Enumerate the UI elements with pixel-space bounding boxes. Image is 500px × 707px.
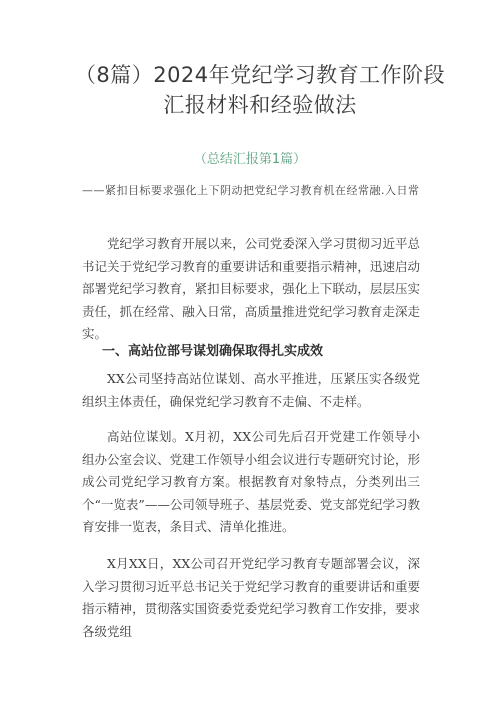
section-heading-1: 一、高站位部号谋划确保取得扎实成效	[102, 344, 324, 359]
motto-line: ——紧扣目标要求强化上下阴动把党纪学习教育机在经常融.入日常	[82, 184, 420, 197]
paragraph-intro: 党纪学习教育开展以来，公司党委深入学习贯彻习近平总书记关于党纪学习教育的重要讲话和重要指示精神，迅速启动部署党纪学习教育，紧扣目标要求，强化上下联动，层层压实责任，抓在经常、融入日常，高质量推进党纪学习教育走深走实。	[82, 236, 420, 341]
document-title: （8篇）2024年党纪学习教育工作阶段汇报材料和经验做法	[74, 63, 446, 117]
paragraph: XX公司坚持高站位谋划、高水平推进，压紧压实各级党组织主体责任，确保党纪学习教育不走偏、不走样。	[82, 371, 420, 409]
document-subtitle: （总结汇报第1篇）	[193, 152, 307, 167]
paragraph: 高站位谋划。X月初，XX公司先后召开党建工作领导小组办公室会议、党建工作领导小组会议进行专题研究讨论，形成公司党纪学习教育方案。根据教育对象特点，分类列出三个“一览表”——公司领导班子、基层党委、党支部党纪学习教育安排一览表，条目式、清单化推进。	[82, 429, 420, 534]
paragraph: X月XX日，XX公司召开党纪学习教育专题部署会议，深入学习贯彻习近平总书记关于党纪学习教育的重要讲话和重要指示精神，贯彻落实国资委党委党纪学习教育工作安排，要求各级党组	[82, 556, 420, 639]
